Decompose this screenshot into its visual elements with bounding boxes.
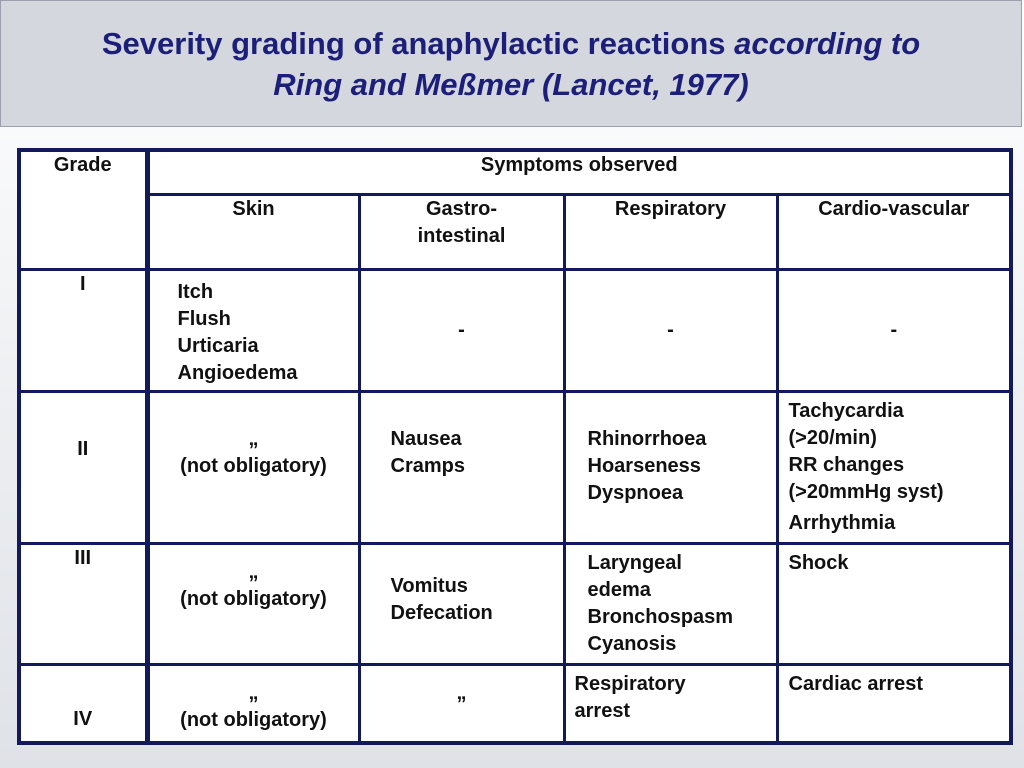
list-item: Arrhythmia [788, 511, 896, 534]
respiratory-cell [564, 391, 777, 543]
ditto-mark: „ [248, 560, 259, 583]
respiratory-symptom-list [566, 545, 776, 658]
list-item: Angioedema [177, 361, 298, 384]
list-item: Vomitus [390, 574, 468, 597]
severity-table [17, 148, 1013, 745]
gastro-cell [359, 391, 564, 543]
not-obligatory-note: (not obligatory) [180, 587, 327, 610]
cardio-cell [777, 543, 1011, 664]
respiratory-cell [564, 543, 777, 664]
slide-title [0, 0, 1022, 127]
list-item: Urticaria [177, 334, 259, 357]
list-item: Nausea [390, 427, 462, 450]
list-item: arrest [574, 699, 631, 722]
title-italic-text-2: Ring and Meßmer (Lancet, 1977) [273, 66, 749, 102]
list-item: Laryngeal [587, 551, 682, 574]
list-item: edema [587, 578, 651, 601]
list-item: Tachycardia [788, 399, 904, 422]
cardio-symptom-list [779, 666, 1010, 698]
list-item: Bronchospasm [587, 605, 734, 628]
grade-header: Grade [19, 150, 147, 269]
symptoms-observed-header: Symptoms observed [147, 150, 1011, 194]
skin-cell [147, 664, 359, 743]
gastro-cell: „ [359, 664, 564, 743]
gastro-cell: - [359, 269, 564, 391]
grade-cell: III [19, 543, 147, 664]
header-row-1 [19, 150, 1011, 194]
respiratory-cell [564, 664, 777, 743]
cardiovascular-column-header: Cardio-vascular [777, 194, 1011, 269]
gastrointestinal-column-header [359, 194, 564, 269]
list-item: Defecation [390, 601, 493, 624]
table-row-grade-3 [19, 543, 1011, 664]
gastro-header-line-1: Gastro- [425, 197, 498, 220]
list-item: Respiratory [574, 672, 686, 695]
ditto-mark: „ [248, 681, 259, 704]
respiratory-symptom-list [566, 666, 776, 725]
grade-cell: I [19, 269, 147, 391]
cardio-symptom-list [779, 393, 1010, 537]
table-row-grade-4 [19, 664, 1011, 743]
grade-cell: IV [19, 664, 147, 743]
cardio-cell [777, 664, 1011, 743]
gastro-symptom-list [361, 545, 563, 627]
title-line-2 [273, 64, 748, 105]
skin-symptom-list [150, 271, 358, 387]
not-obligatory-note: (not obligatory) [180, 454, 327, 477]
cardio-cell [777, 391, 1011, 543]
gastro-symptom-list [361, 393, 563, 480]
title-line-1 [102, 23, 920, 64]
table-row-grade-2 [19, 391, 1011, 543]
list-item: Dyspnoea [587, 481, 684, 504]
list-item: Hoarseness [587, 454, 701, 477]
list-item: RR changes [788, 453, 905, 476]
grade-cell: II [19, 391, 147, 543]
gastro-header-line-2: intestinal [417, 224, 506, 247]
title-italic-text-1: according to [734, 25, 921, 61]
ditto-mark: „ [248, 427, 259, 450]
header-row-2 [19, 194, 1011, 269]
list-item: Flush [177, 307, 231, 330]
gastro-cell [359, 543, 564, 664]
skin-column-header: Skin [147, 194, 359, 269]
list-item: Itch [177, 280, 214, 303]
list-item: Cardiac arrest [788, 672, 924, 695]
cardio-symptom-list [779, 545, 1010, 577]
list-item: Cyanosis [587, 632, 677, 655]
list-item: (>20mmHg syst) [788, 480, 944, 503]
list-item: Cramps [390, 454, 465, 477]
skin-cell [147, 269, 359, 391]
cardio-cell: - [777, 269, 1011, 391]
title-plain-text: Severity grading of anaphylactic reactions [101, 25, 735, 61]
list-item: Rhinorrhoea [587, 427, 707, 450]
respiratory-cell: - [564, 269, 777, 391]
table-row-grade-1 [19, 269, 1011, 391]
respiratory-symptom-list [566, 393, 776, 507]
skin-cell [147, 391, 359, 543]
not-obligatory-note: (not obligatory) [180, 708, 327, 731]
respiratory-column-header: Respiratory [564, 194, 777, 269]
list-item: (>20/min) [788, 426, 877, 449]
list-item: Shock [788, 551, 849, 574]
skin-cell [147, 543, 359, 664]
